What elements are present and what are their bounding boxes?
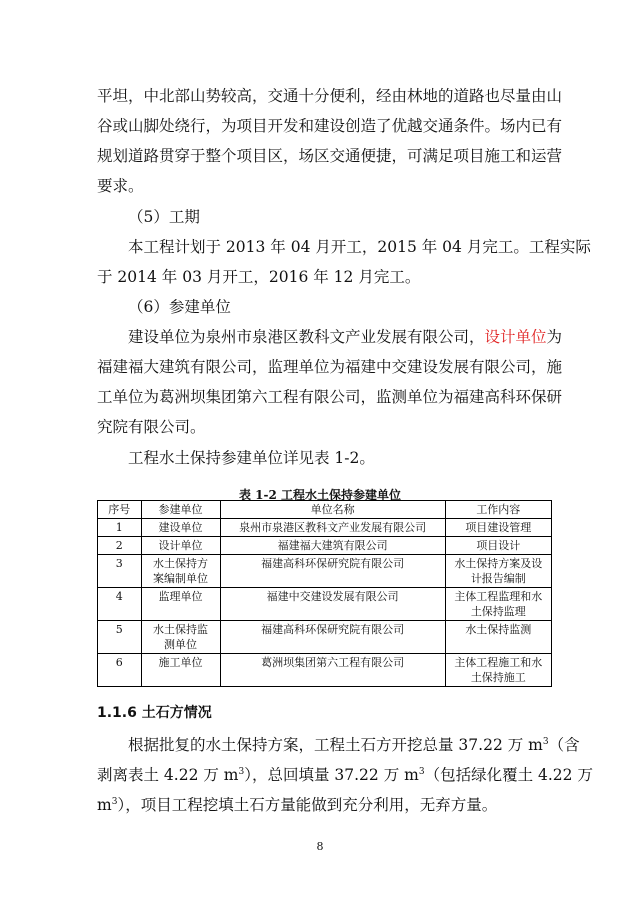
table-row: 2 设计单位 福建福大建筑有限公司 项目设计 <box>98 537 552 555</box>
table-row: 5 水土保持监 测单位 福建高科环保研究院有限公司 水土保持监测 <box>98 621 552 654</box>
header-cell: 参建单位 <box>141 501 220 519</box>
page-number: 8 <box>316 840 324 853</box>
text-line: 要求。 <box>97 177 144 195</box>
header-cell: 工作内容 <box>445 501 551 519</box>
text-line: 本工程计划于 2013 年 04 月开工，2015 年 04 月完工。工程实际 <box>128 238 591 256</box>
text-line: 福建福大建筑有限公司，监理单位为福建中交建设发展有限公司，施 <box>97 358 563 376</box>
paragraph-participants <box>97 322 563 442</box>
text-line: 建设单位为泉州市泉港区教科文产业发展有限公司，设计单位为 <box>128 328 563 346</box>
text-line: 谷或山脚处绕行，为项目开发和建设创造了优越交通条件。场内已有 <box>97 117 563 135</box>
text-line: 平坦，中北部山势较高，交通十分便利，经由林地的道路也尽量由山 <box>97 87 563 105</box>
paragraph-terrain <box>97 81 563 201</box>
table-row: 4 监理单位 福建中交建设发展有限公司 主体工程监理和水 土保持监理 <box>98 588 552 621</box>
paragraph-schedule <box>97 232 591 292</box>
table-caption: 表 1-2 工程水土保持参建单位 <box>238 488 402 502</box>
heading-participants: （6）参建单位 <box>128 298 231 316</box>
participants-table <box>97 500 552 687</box>
paragraph-earthwork <box>97 730 593 820</box>
text-line: 剥离表土 4.22 万 $m^3$），总回填量 37.22 万 $m^3$（包括绿化覆土 4.22 万 <box>97 766 593 784</box>
text-line: 工单位为葛洲坝集团第六工程有限公司，监测单位为福建高科环保研 <box>97 388 563 406</box>
section-heading: 1.1.6 土石方情况 <box>97 705 212 721</box>
text-line: $m^3$），项目工程挖填土石方量能做到充分利用，无弃方量。 <box>97 796 498 814</box>
header-cell: 序号 <box>98 501 142 519</box>
table-row: 6 施工单位 葛洲坝集团第六工程有限公司 主体工程施工和水 土保持施工 <box>98 654 552 687</box>
text-line: 规划道路贯穿于整个项目区，场区交通便捷，可满足项目施工和运营 <box>97 147 563 165</box>
highlighted-text: 设计单位 <box>484 328 547 346</box>
text-line: 于 2014 年 03 月开工，2016 年 12 月完工。 <box>97 268 421 286</box>
text-line: 究院有限公司。 <box>97 418 206 436</box>
heading-schedule: （5）工期 <box>128 208 200 226</box>
table-header-row <box>98 501 552 519</box>
header-cell: 单位名称 <box>220 501 445 519</box>
table-row: 3 水土保持方 案编制单位 福建高科环保研究院有限公司 水土保持方案及设 计报告编制 <box>98 555 552 588</box>
table-row: 1 建设单位 泉州市泉港区教科文产业发展有限公司 项目建设管理 <box>98 519 552 537</box>
text-line: 根据批复的水土保持方案，工程土石方开挖总量 37.22 万 $m^3$（含 <box>128 736 580 754</box>
paragraph-table-ref: 工程水土保持参建单位详见表 1-2。 <box>128 449 375 467</box>
